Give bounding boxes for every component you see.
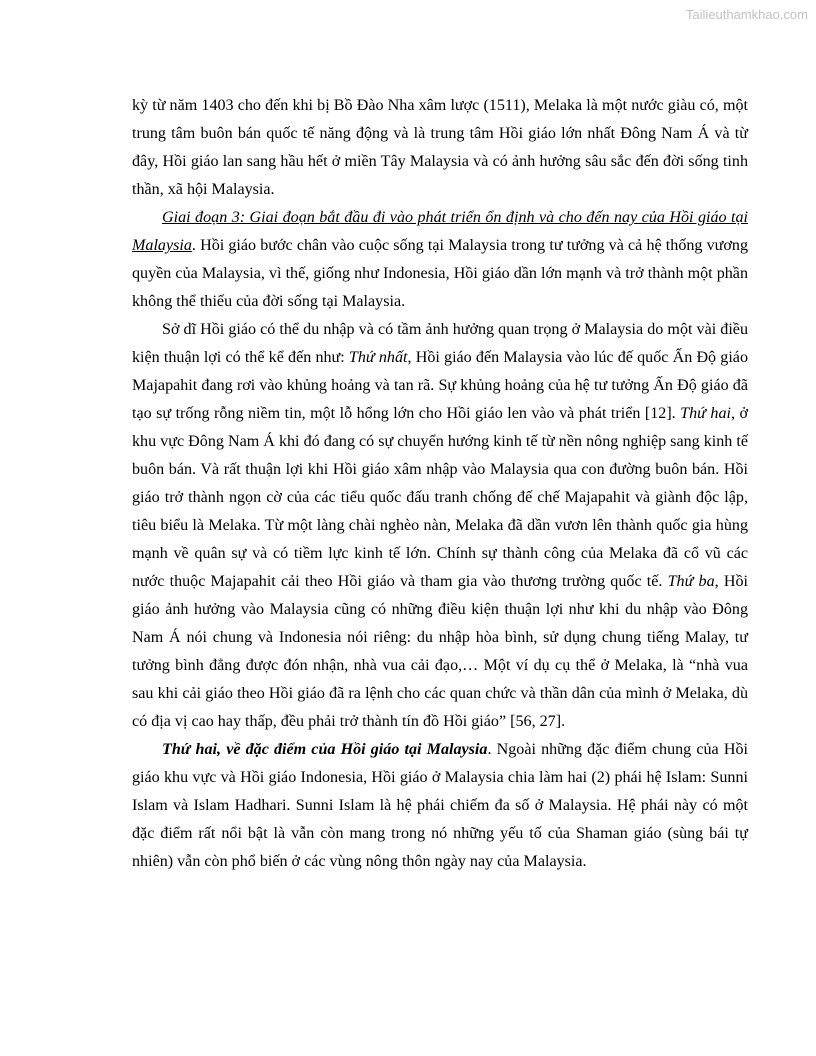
- stage-3-heading: Giai đoạn 3: Giai đoạn bắt đầu đi vào phát triển ổn định và cho đến nay của Hồi giáo tại Malaysia: [132, 209, 748, 254]
- third-condition-label: Thứ ba: [667, 573, 715, 590]
- document-body: [132, 92, 748, 876]
- second-condition-text: , ở khu vực Đông Nam Á khi đó đang có sự chuyển hướng kinh tế từ nền nông nghiệp sang kinh tế buôn bán. Và rất thuận lợi khi Hồi giáo xâm nhập vào Malaysia qua con đường buôn bán. Hồi giáo trở thành ngọn cờ của các tiểu quốc đấu tranh chống đế chế Majapahit và giành độc lập, tiêu biểu là Melaka. Từ một làng chài nghèo nàn, Melaka đã dần vươn lên thành quốc gia hùng mạnh về quân sự và có tiềm lực kinh tế lớn. Chính sự thành công của Melaka đã cổ vũ các nước thuộc Majapahit cải theo Hồi giáo và tham gia vào thương trường quốc tế.: [132, 405, 748, 590]
- stage-3-text: . Hồi giáo bước chân vào cuộc sống tại Malaysia trong tư tưởng và cả hệ thống vương quyền của Malaysia, vì thế, giống như Indonesia, Hồi giáo dần lớn mạnh và trở thành một phần không thể thiếu của đời sống tại Malaysia.: [132, 237, 748, 310]
- characteristics-heading: Thứ hai, về đặc điểm của Hồi giáo tại Malaysia: [162, 741, 488, 758]
- conditions-intro: Sở dĩ Hồi giáo có thể du nhập và có tầm ảnh hưởng quan trọng ở Malaysia do một vài điều kiện thuận lợi có thể kể đến như:: [132, 321, 748, 366]
- first-condition-label: Thứ nhất: [348, 349, 408, 366]
- watermark: Tailieuthamkhao.com: [685, 7, 808, 22]
- second-condition-label: Thứ hai: [680, 405, 731, 422]
- paragraph-stage-3: [132, 204, 748, 316]
- paragraph-characteristics: [132, 736, 748, 876]
- paragraph-melaka-history: kỳ từ năm 1403 cho đến khi bị Bồ Đào Nha xâm lược (1511), Melaka là một nước giàu có, một trung tâm buôn bán quốc tế năng động và là trung tâm Hồi giáo lớn nhất Đông Nam Á và từ đây, Hồi giáo lan sang hầu hết ở miền Tây Malaysia và có ảnh hưởng sâu sắc đến đời sống tinh thần, xã hội Malaysia.: [132, 97, 748, 198]
- third-condition-text: , Hồi giáo ảnh hưởng vào Malaysia cũng có những điều kiện thuận lợi như khi du nhập vào Đông Nam Á nói chung và Indonesia nói riêng: du nhập hòa bình, sử dụng chung tiếng Malay, tư tưởng bình đẳng được đón nhận, nhà vua cải đạo,… Một ví dụ cụ thể ở Melaka, là “nhà vua sau khi cải giáo theo Hồi giáo đã ra lệnh cho các quan chức và thần dân của mình ở Melaka, dù có địa vị cao hay thấp, đều phải trở thành tín đồ Hồi giáo” [56, 27].: [132, 573, 748, 730]
- first-condition-text: , Hồi giáo đến Malaysia vào lúc đế quốc Ấn Độ giáo Majapahit đang rơi vào khủng hoảng và tan rã. Sự khủng hoảng của hệ tư tưởng Ấn Độ giáo đã tạo sự trống rỗng niềm tin, một lỗ hổng lớn cho Hồi giáo len vào và phát triển [12].: [132, 349, 748, 422]
- characteristics-text: . Ngoài những đặc điểm chung của Hồi giáo khu vực và Hồi giáo Indonesia, Hồi giáo ở Malaysia chia làm hai (2) phái hệ Islam: Sunni Islam và Islam Hadhari. Sunni Islam là hệ phái chiếm đa số ở Malaysia. Hệ phái này có một đặc điểm rất nổi bật là vẫn còn mang trong nó những yếu tố của Shaman giáo (sùng bái tự nhiên) vẫn còn phổ biến ở các vùng nông thôn ngày nay của Malaysia.: [132, 741, 748, 870]
- paragraph-favorable-conditions: [132, 316, 748, 736]
